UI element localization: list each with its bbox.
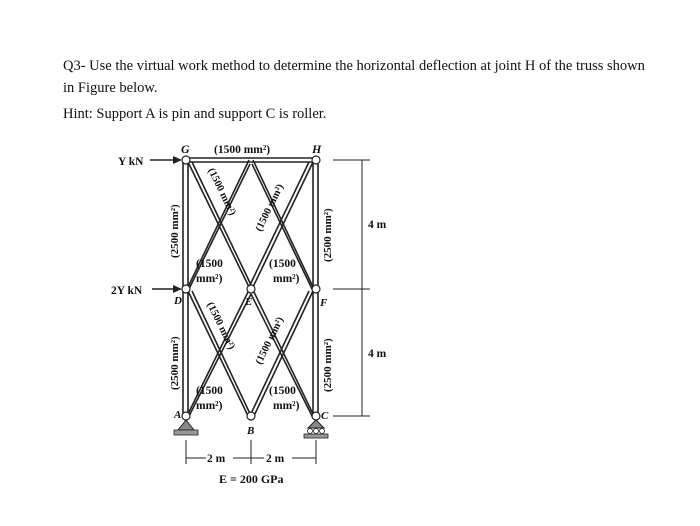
area-diag-ab-line1: (1500 — [196, 385, 223, 397]
support-pin-a — [174, 420, 198, 435]
joint-label-g: G — [181, 142, 190, 156]
area-diag-bf: (1500 mm²) — [253, 315, 287, 367]
question-text: Q3- Use the virtual work method to determine the horizontal deflection at joint H of the truss shown in Figure below. — [63, 58, 645, 96]
area-diag-db: (1500 mm²) — [204, 300, 237, 352]
joint-label-d: D — [174, 295, 182, 307]
area-col-upper-left: (2500 mm²) — [169, 204, 181, 258]
area-col-lower-right: (2500 mm²) — [322, 338, 334, 392]
dim-right: 2 m — [266, 453, 285, 465]
area-diag-ed-line2: mm²) — [196, 273, 223, 285]
area-diag-bc-line1: (1500 — [269, 385, 296, 397]
truss-joints — [182, 156, 320, 420]
area-col-lower-left: (2500 mm²) — [169, 336, 181, 390]
dim-left: 2 m — [207, 453, 226, 465]
area-diag-ab-line2: mm²) — [196, 400, 223, 412]
load-label-middle: 2Y kN — [111, 285, 143, 297]
area-diag-ge: (1500 mm²) — [205, 166, 238, 218]
dim-upper: 4 m — [368, 219, 387, 231]
area-diag-eh: (1500 mm²) — [253, 182, 287, 234]
dim-lower: 4 m — [368, 348, 387, 360]
area-top-chord: (1500 mm²) — [214, 144, 271, 156]
joint-label-c: C — [321, 410, 329, 422]
area-diag-ed-line1: (1500 — [196, 258, 223, 270]
material-label: E = 200 GPa — [219, 472, 284, 486]
area-diag-ef-line1: (1500 — [269, 258, 296, 270]
horizontal-dimension — [186, 440, 316, 464]
joint-label-h: H — [312, 142, 322, 156]
joint-label-a: A — [174, 409, 182, 421]
area-diag-bc-line2: mm²) — [273, 400, 300, 412]
joint-label-f: F — [320, 297, 328, 309]
vertical-dimension — [333, 160, 370, 416]
support-roller-c — [304, 420, 328, 438]
area-diag-ef-line2: mm²) — [273, 273, 300, 285]
hint-text: Hint: Support A is pin and support C is roller. — [63, 106, 327, 122]
joint-label-b: B — [247, 425, 255, 437]
joint-label-e: E — [245, 296, 253, 308]
area-col-upper-right: (2500 mm²) — [322, 208, 334, 262]
load-label-top: Y kN — [118, 156, 144, 168]
